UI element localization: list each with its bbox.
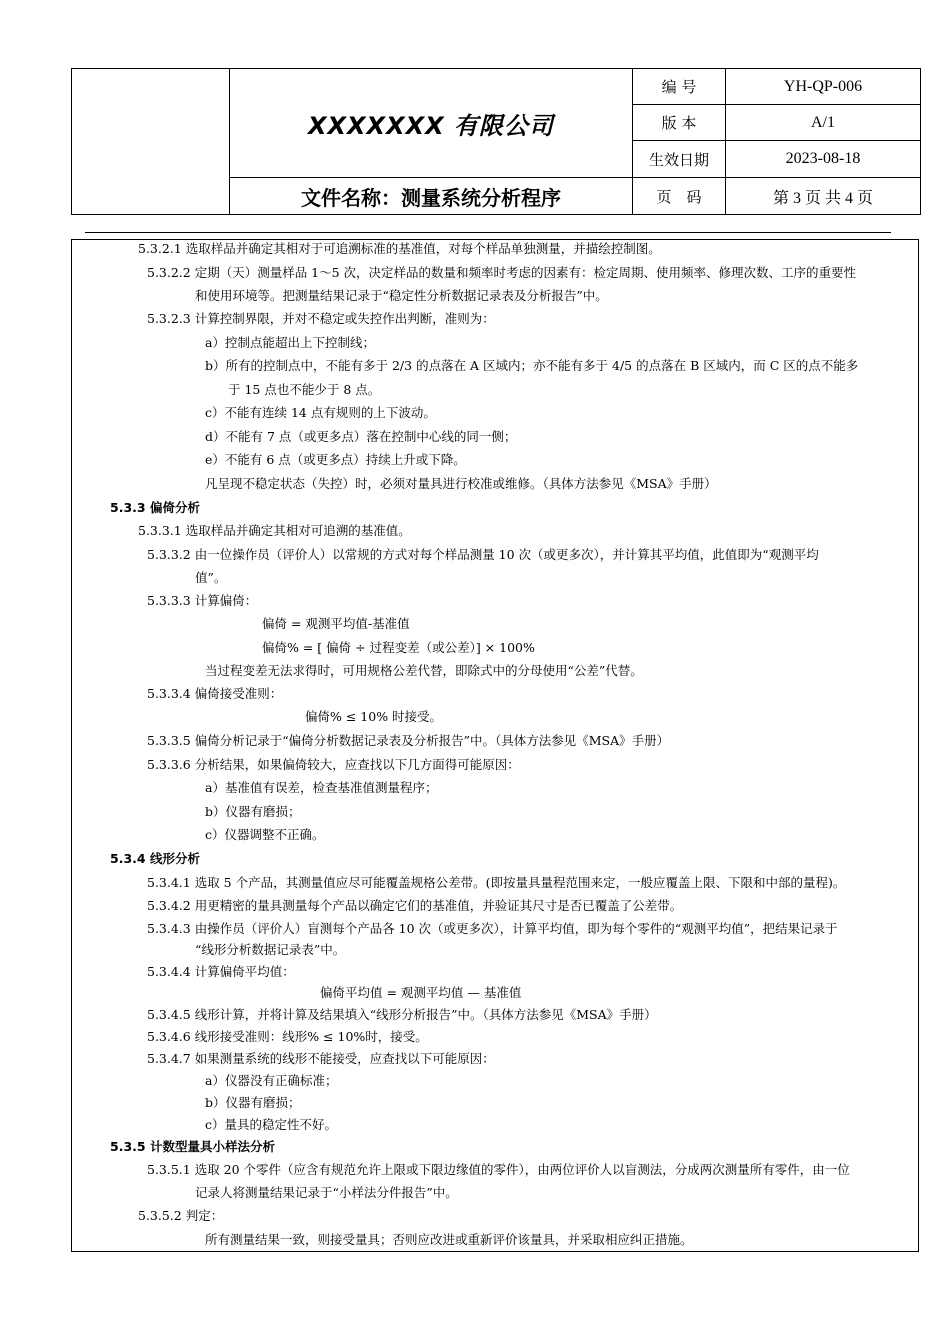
para-5-3-3-3: 5.3.3.3 计算偏倚： <box>147 593 258 608</box>
para-5-3-4-5: 5.3.4.5 线形计算，并将计算及结果填入“线形分析报告”中。（具体方法参见《MSA》手册） <box>147 1007 657 1022</box>
bias-cause-b: b）仪器有磨损； <box>205 804 301 819</box>
criterion-b: b）所有的控制点中，不能有多于 2/3 的点落在 A 区域内；亦不能有多于 4/5 的点落在 B 区域内，而 C 区的点不能多 <box>205 358 859 373</box>
para-5-3-2-1: 5.3.2.1 选取样品并确定其相对于可追溯标准的基准值，对每个样品单独测量，并描绘控制图。 <box>138 241 661 256</box>
formula-bias-percent: 偏倚% = [ 偏倚 ÷ 过程变差（或公差）] × 100% <box>262 640 535 655</box>
document-title: 文件名称：测量系统分析程序 <box>230 178 633 215</box>
version-label: 版 本 <box>633 105 726 141</box>
company-name: XXXXXXX 有限公司 <box>230 69 633 178</box>
para-5-3-3-5: 5.3.3.5 偏倚分析记录于“偏倚分析数据记录表及分析报告”中。（具体方法参见《MSA》手册） <box>147 733 670 748</box>
linearity-cause-a: a）仪器没有正确标准； <box>205 1073 338 1088</box>
document-header-table <box>71 68 921 215</box>
para-5-3-4-7: 5.3.4.7 如果测量系统的线形不能接受，应查找以下可能原因： <box>147 1051 495 1066</box>
formula-bias-average: 偏倚平均值 = 观测平均值 — 基准值 <box>320 985 522 1000</box>
para-5-3-2-3: 5.3.2.3 计算控制界限，并对不稳定或失控作出判断，准则为： <box>147 311 495 326</box>
para-5-3-4-1: 5.3.4.1 选取 5 个产品，其测量值应尽可能覆盖规格公差带。(即按量具量程范围来定，一般应覆盖上限、下限和中部的量程)。 <box>147 875 846 890</box>
para-5-3-4-4: 5.3.4.4 计算偏倚平均值： <box>147 964 295 979</box>
judgement-text: 所有测量结果一致，则接受量具；否则应改进或重新评价该量具，并采取相应纠正措施。 <box>205 1232 693 1247</box>
para-5-3-3-2: 5.3.3.2 由一位操作员（评价人）以常规的方式对每个样品测量 10 次（或更多次），并计算其平均值，此值即为“观测平均 <box>147 547 819 562</box>
criterion-c: c）不能有连续 14 点有规则的上下波动。 <box>205 405 436 420</box>
unstable-note: 凡呈现不稳定状态（失控）时，必须对量具进行校准或维修。（具体方法参见《MSA》手册） <box>205 476 717 491</box>
heading-5-3-4: 5.3.4 线形分析 <box>110 851 200 866</box>
page-value: 第 3 页 共 4 页 <box>726 178 921 215</box>
criterion-b-cont: 于 15 点也不能少于 8 点。 <box>228 382 381 397</box>
para-5-3-4-6: 5.3.4.6 线形接受准则：线形% ≤ 10%时，接受。 <box>147 1029 428 1044</box>
effective-date-value: 2023-08-18 <box>726 141 921 178</box>
para-5-3-4-2: 5.3.4.2 用更精密的量具测量每个产品以确定它们的基准值，并验证其尺寸是否已覆盖了公差带。 <box>147 898 683 913</box>
criterion-a: a）控制点能超出上下控制线； <box>205 335 375 350</box>
para-5-3-4-3: 5.3.4.3 由操作员（评价人）盲测每个产品各 10 次（或更多次），计算平均值，即为每个零件的“观测平均值”，把结果记录于 <box>147 921 838 936</box>
para-5-3-5-1: 5.3.5.1 选取 20 个零件（应含有规范允许上限或下限边缘值的零件），由两位评价人以盲测法，分成两次测量所有零件，由一位 <box>147 1162 850 1177</box>
para-5-3-3-4: 5.3.3.4 偏倚接受准则： <box>147 686 283 701</box>
heading-5-3-5: 5.3.5 计数型量具小样法分析 <box>110 1139 275 1154</box>
para-5-3-2-2: 5.3.2.2 定期（天）测量样品 1～5 次，决定样品的数量和频率时考虑的因素有：检定周期、使用频率、修理次数、工序的重要性 <box>147 265 857 280</box>
bias-cause-c: c）仪器调整不正确。 <box>205 827 325 842</box>
heading-5-3-3: 5.3.3 偏倚分析 <box>110 500 200 515</box>
page-label: 页 码 <box>633 178 726 215</box>
version-value: A/1 <box>726 105 921 141</box>
bias-accept-criterion: 偏倚% ≤ 10% 时接受。 <box>305 709 443 724</box>
para-5-3-3-2-cont: 值”。 <box>195 570 227 585</box>
para-5-3-3-6: 5.3.3.6 分析结果，如果偏倚较大，应查找以下几方面得可能原因： <box>147 757 520 772</box>
doc-number-value: YH-QP-006 <box>726 69 921 105</box>
linearity-cause-c: c）量具的稳定性不好。 <box>205 1117 338 1132</box>
criterion-e: e）不能有 6 点（或更多点）持续上升或下降。 <box>205 452 466 467</box>
para-5-3-3-1: 5.3.3.1 选取样品并确定其相对可追溯的基准值。 <box>138 523 411 538</box>
formula-bias: 偏倚 = 观测平均值-基准值 <box>262 616 410 631</box>
criterion-d: d）不能有 7 点（或更多点）落在控制中心线的同一侧； <box>205 429 517 444</box>
header-divider <box>85 232 891 233</box>
effective-date-label: 生效日期 <box>633 141 726 178</box>
para-5-3-5-2: 5.3.5.2 判定： <box>138 1208 224 1223</box>
bias-note: 当过程变差无法求得时，可用规格公差代替，即除式中的分母使用“公差”代替。 <box>205 663 643 678</box>
linearity-cause-b: b）仪器有磨损； <box>205 1095 301 1110</box>
para-5-3-5-1-cont: 记录人将测量结果记录于“小样法分件报告”中。 <box>195 1185 458 1200</box>
doc-number-label: 编 号 <box>633 69 726 105</box>
para-5-3-4-3-cont: “线形分析数据记录表”中。 <box>195 942 346 957</box>
header-blank-cell <box>72 69 230 215</box>
bias-cause-a: a）基准值有误差，检查基准值测量程序； <box>205 780 438 795</box>
para-5-3-2-2-cont: 和使用环境等。把测量结果记录于“稳定性分析数据记录表及分析报告”中。 <box>195 288 608 303</box>
